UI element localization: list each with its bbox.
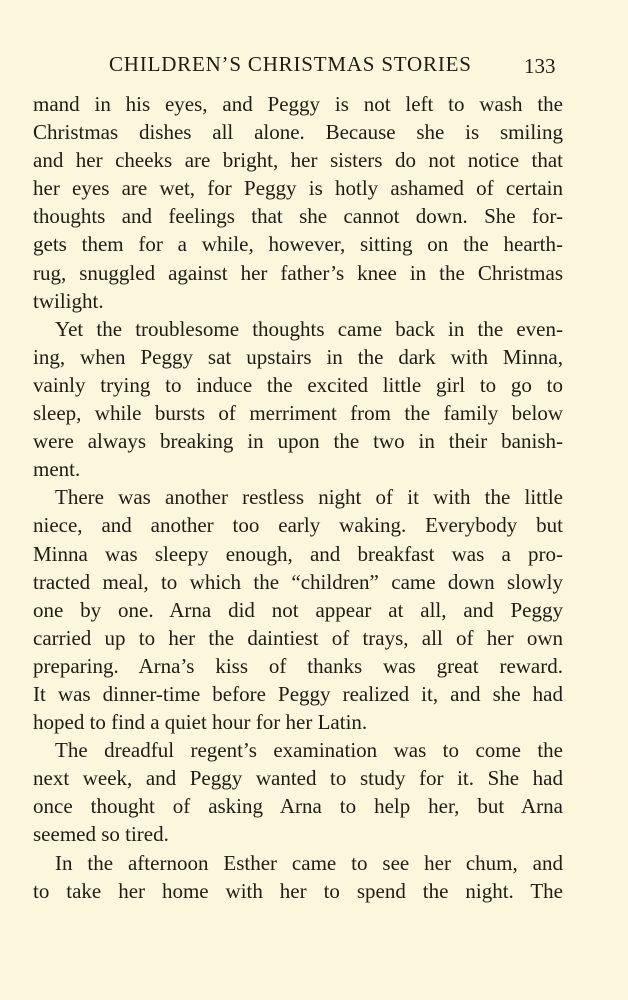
text-line: vainly trying to induce the excited little girl to go to [33, 372, 563, 397]
text-line: were always breaking in upon the two in their banish- [33, 429, 563, 454]
text-line: her eyes are wet, for Peggy is hotly ashamed of certain [33, 176, 563, 201]
text-line: mand in his eyes, and Peggy is not left to wash the [33, 92, 563, 116]
running-title: CHILDREN’S CHRISTMAS STORIES [109, 52, 472, 76]
text-line: once thought of asking Arna to help her, but Arna [33, 794, 563, 819]
page-number: 133 [524, 54, 556, 78]
text-line: next week, and Peggy wanted to study for it. She had [33, 766, 563, 791]
text-line: rug, snuggled against her father’s knee in the Christmas [33, 260, 563, 285]
text-line: Christmas dishes all alone. Because she is smiling [33, 120, 563, 145]
page-header [0, 52, 628, 80]
text-line: tracted meal, to which the “children” came down slowly [33, 569, 563, 594]
text-line: preparing. Arna’s kiss of thanks was great reward. [33, 653, 563, 678]
text-line: Minna was sleepy enough, and breakfast was a pro- [33, 541, 563, 566]
text-line: thoughts and feelings that she cannot down. She for- [33, 204, 563, 229]
text-line: ment. [33, 457, 81, 482]
text-line: niece, and another too early waking. Everybody but [33, 513, 563, 538]
text-line: Yet the troublesome thoughts came back in the even- [55, 316, 563, 341]
text-line: In the afternoon Esther came to see her chum, and [55, 850, 563, 875]
text-line: one by one. Arna did not appear at all, and Peggy [33, 597, 563, 622]
text-line: There was another restless night of it with the little [55, 485, 563, 510]
text-line: The dreadful regent’s examination was to come the [55, 738, 563, 763]
text-line: gets them for a while, however, sitting on the hearth- [33, 232, 563, 257]
text-line: sleep, while bursts of merriment from the family below [33, 401, 563, 426]
text-line: to take her home with her to spend the night. The [33, 878, 563, 903]
text-line: It was dinner-time before Peggy realized it, and she had [33, 681, 563, 706]
text-line: and her cheeks are bright, her sisters do not notice that [33, 148, 563, 173]
text-line: hoped to find a quiet hour for her Latin. [33, 710, 368, 735]
text-line: carried up to her the daintiest of trays, all of her own [33, 625, 563, 650]
text-line: twilight. [33, 288, 104, 313]
text-line: ing, when Peggy sat upstairs in the dark with Minna, [33, 344, 563, 369]
text-line: seemed so tired. [33, 822, 169, 847]
body-text [33, 90, 563, 905]
